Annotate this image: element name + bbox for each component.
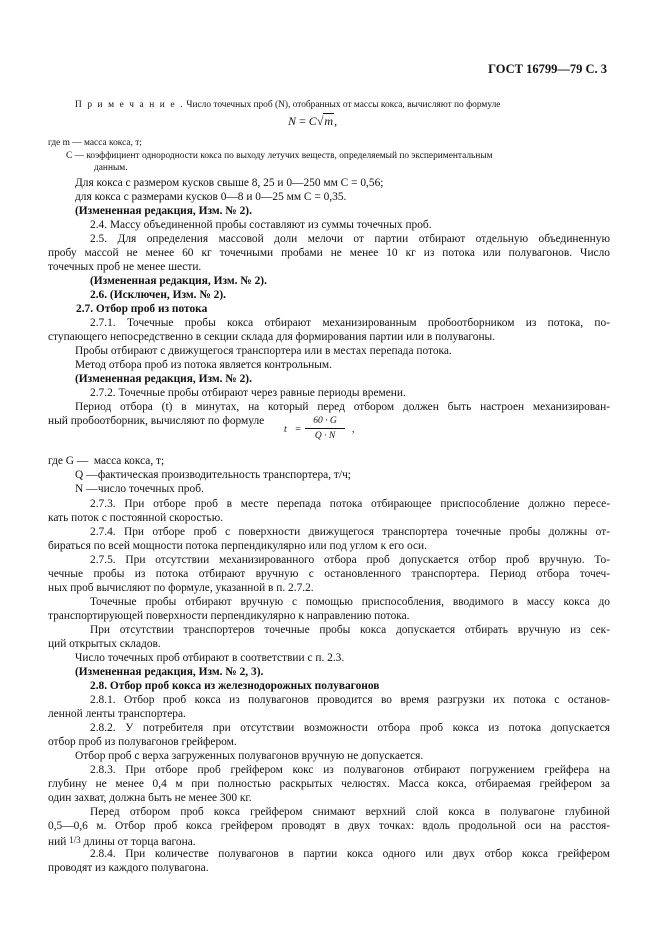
text-line: Отбор проб с верха загруженных полувагонов вручную не допускается.: [75, 750, 424, 762]
text-part: длины от торца вагона.: [80, 836, 196, 848]
clause-2-6: 2.6. (Исключен, Изм. № 2).: [90, 289, 226, 301]
text-line: один захват, должна быть не менее 300 кг.: [48, 792, 252, 804]
formula-c: C: [308, 114, 317, 128]
text-line: ных проб вычисляют по формуле, указанной в п. 2.7.2.: [48, 582, 314, 594]
formula-lhs: N: [288, 114, 297, 128]
text-line: ций открытых складов.: [48, 638, 161, 650]
section-heading-2-7: 2.7. Отбор проб из потока: [76, 303, 208, 315]
clause-2-7-5: 2.7.5. При отсутствии механизированного отбора проб допускается отбор проб вручную. То-: [90, 554, 610, 566]
note-label: П р и м е ч а н и е .: [75, 100, 185, 110]
text-line: Период отбора (t) в минутах, на который перед отбором должен быть настроен механизирован-: [75, 401, 610, 413]
text-line: глубину не менее 0,4 м при полностью раскрытых челюстях. Масса кокса, отбираемая грейфером за: [48, 778, 610, 790]
formula-denominator: Q · N: [314, 431, 336, 441]
clause-2-8-1: 2.8.1. Отбор проб кокса из полувагонов проводится во время разгрузки их потока с останов-: [90, 694, 610, 706]
where-q-prefix: Q —: [75, 469, 98, 481]
formula-period-fraction: [305, 415, 345, 442]
formula-samples: N = C√m,: [288, 114, 338, 128]
formula-radicand: m: [324, 114, 334, 128]
formula-t-eq: =: [295, 424, 301, 435]
where-c-prefix: C —: [66, 151, 84, 161]
where-c-cont: данным.: [94, 163, 128, 173]
text-line: При отсутствии транспортеров точечные пробы кокса допускается отбирать вручную из сек-: [90, 624, 610, 636]
amendment-note: (Измененная редакция, Изм. № 2).: [75, 373, 252, 385]
clause-2-8-3: 2.8.3. При отборе проб грейфером кокс из полувагонов отбирают погружением грейфера на: [90, 764, 610, 776]
text-line: Число точечных проб отбирают в соответствии с п. 2.3.: [75, 652, 345, 664]
text-line: ступающего непосредственно в секции склада для формирования партии или в полувагоны.: [48, 331, 496, 343]
text-line: для кокса с размерами кусков 0—8 и 0—25 мм C = 0,35.: [75, 191, 347, 203]
where-n: [75, 482, 610, 496]
text-line: кать поток с постоянной скоростью.: [48, 512, 224, 524]
amendment-note: (Измененная редакция, Изм. № 2).: [75, 205, 252, 217]
note-text: Число точечных проб (N), отобранных от массы кокса, вычисляют по формуле: [184, 100, 501, 110]
clause-2-5: 2.5. Для определения массовой доли мелочи от партии отбирают отдельную объединенную: [90, 233, 610, 245]
where-n-prefix: N —: [75, 483, 98, 495]
where-m: [48, 136, 583, 150]
formula-numerator: 60 · G: [305, 415, 345, 429]
note-line: [75, 98, 610, 112]
text-line: чечные пробы из потока отбирают вручную с остановленного транспортера. Период отбора точеч-: [48, 568, 610, 580]
clause-2-7-1: 2.7.1. Точечные пробы кокса отбирают механизированным пробоотборником из потока, по-: [90, 317, 610, 329]
where-g: [48, 454, 583, 468]
page-header: ГОСТ 16799—79 С. 3: [488, 62, 607, 76]
formula-eq: =: [299, 114, 306, 128]
text-line: точечных проб не менее шести.: [48, 261, 202, 273]
amendment-note: (Измененная редакция, Изм. № 2).: [90, 275, 267, 287]
where-m-prefix: где m —: [48, 138, 82, 148]
text-line: ленной ленты транспортера.: [48, 708, 186, 720]
fraction-one-third: 1/3: [69, 835, 81, 845]
section-heading-2-8: 2.8. Отбор проб кокса из железнодорожных полувагонов: [90, 680, 380, 692]
text-line: пробу массой не менее 60 кг точечными пробами не менее 10 кг из потока или полувагонов. Число: [48, 247, 610, 259]
formula-t: t: [284, 424, 287, 435]
where-m-text: масса кокса, т;: [84, 138, 142, 148]
text-line: отбор проб из полувагонов грейфером.: [48, 736, 237, 748]
where-q-text: фактическая производительность транспортера, т/ч;: [97, 469, 351, 481]
clause-2-7-3: 2.7.3. При отборе проб в месте перепада потока отбирающее приспособление должно пересе-: [90, 498, 610, 510]
formula-period-lhs: [284, 424, 301, 435]
text-part: ний: [48, 836, 70, 848]
amendment-note: (Измененная редакция, Изм. № 2, 3).: [75, 666, 264, 678]
clause-2-7-4: 2.7.4. При отборе проб с поверхности движущегося транспортера точечные пробы должны от-: [90, 526, 610, 538]
where-c-text: коэффициент однородности кокса по выходу летучих веществ, определяемый по экспериментальным: [86, 151, 493, 161]
text-line: Точечные пробы отбирают вручную с помощью приспособления, вводимого в массу кокса до: [90, 596, 610, 608]
text-line: Пробы отбирают с движущегося транспортера или в местах перепада потока.: [75, 345, 452, 357]
clause-2-4: 2.4. Массу объединенной пробы составляют из суммы точечных проб.: [90, 219, 432, 231]
text-line: Перед отбором проб кокса грейфером снимают верхний слой кокса в полувагоне глубиной: [90, 806, 610, 818]
where-g-text: масса кокса, т;: [93, 455, 165, 467]
text-line: Метод отбора проб из потока является контрольным.: [75, 359, 332, 371]
text-line: 0,5—0,6 м. Отбор проб кокса грейфером проводят в двух точках: вдоль продольной оси на расстоя-: [48, 820, 610, 832]
text-line: транспортирующей поверхности перпендикулярно к направлению потока.: [48, 610, 410, 622]
text-line: проводят из каждого полувагона.: [48, 862, 209, 874]
where-n-text: число точечных проб.: [97, 483, 204, 495]
where-g-prefix: где G —: [48, 455, 89, 467]
clause-2-8-2: 2.8.2. У потребителя при отсутствии возможности отбора проб кокса из потока допускается: [90, 722, 610, 734]
text-line: бираться по всей мощности потока перпендикулярно или под углом к его оси.: [48, 540, 427, 552]
text-line: Для кокса с размером кусков свыше 8, 25 и 0—250 мм C = 0,56;: [75, 177, 384, 189]
clause-2-8-4: 2.8.4. При количестве полувагонов в партии кокса одного или двух отбор кокса грейфером: [90, 848, 610, 860]
text-line: ный пробоотборник, вычисляют по формуле: [48, 415, 265, 427]
formula-tail: ,: [334, 114, 338, 128]
clause-2-7-2: 2.7.2. Точечные пробы отбирают через равные периоды времени.: [90, 387, 406, 399]
where-q: [75, 468, 610, 482]
formula-period-tail: ,: [352, 424, 355, 435]
